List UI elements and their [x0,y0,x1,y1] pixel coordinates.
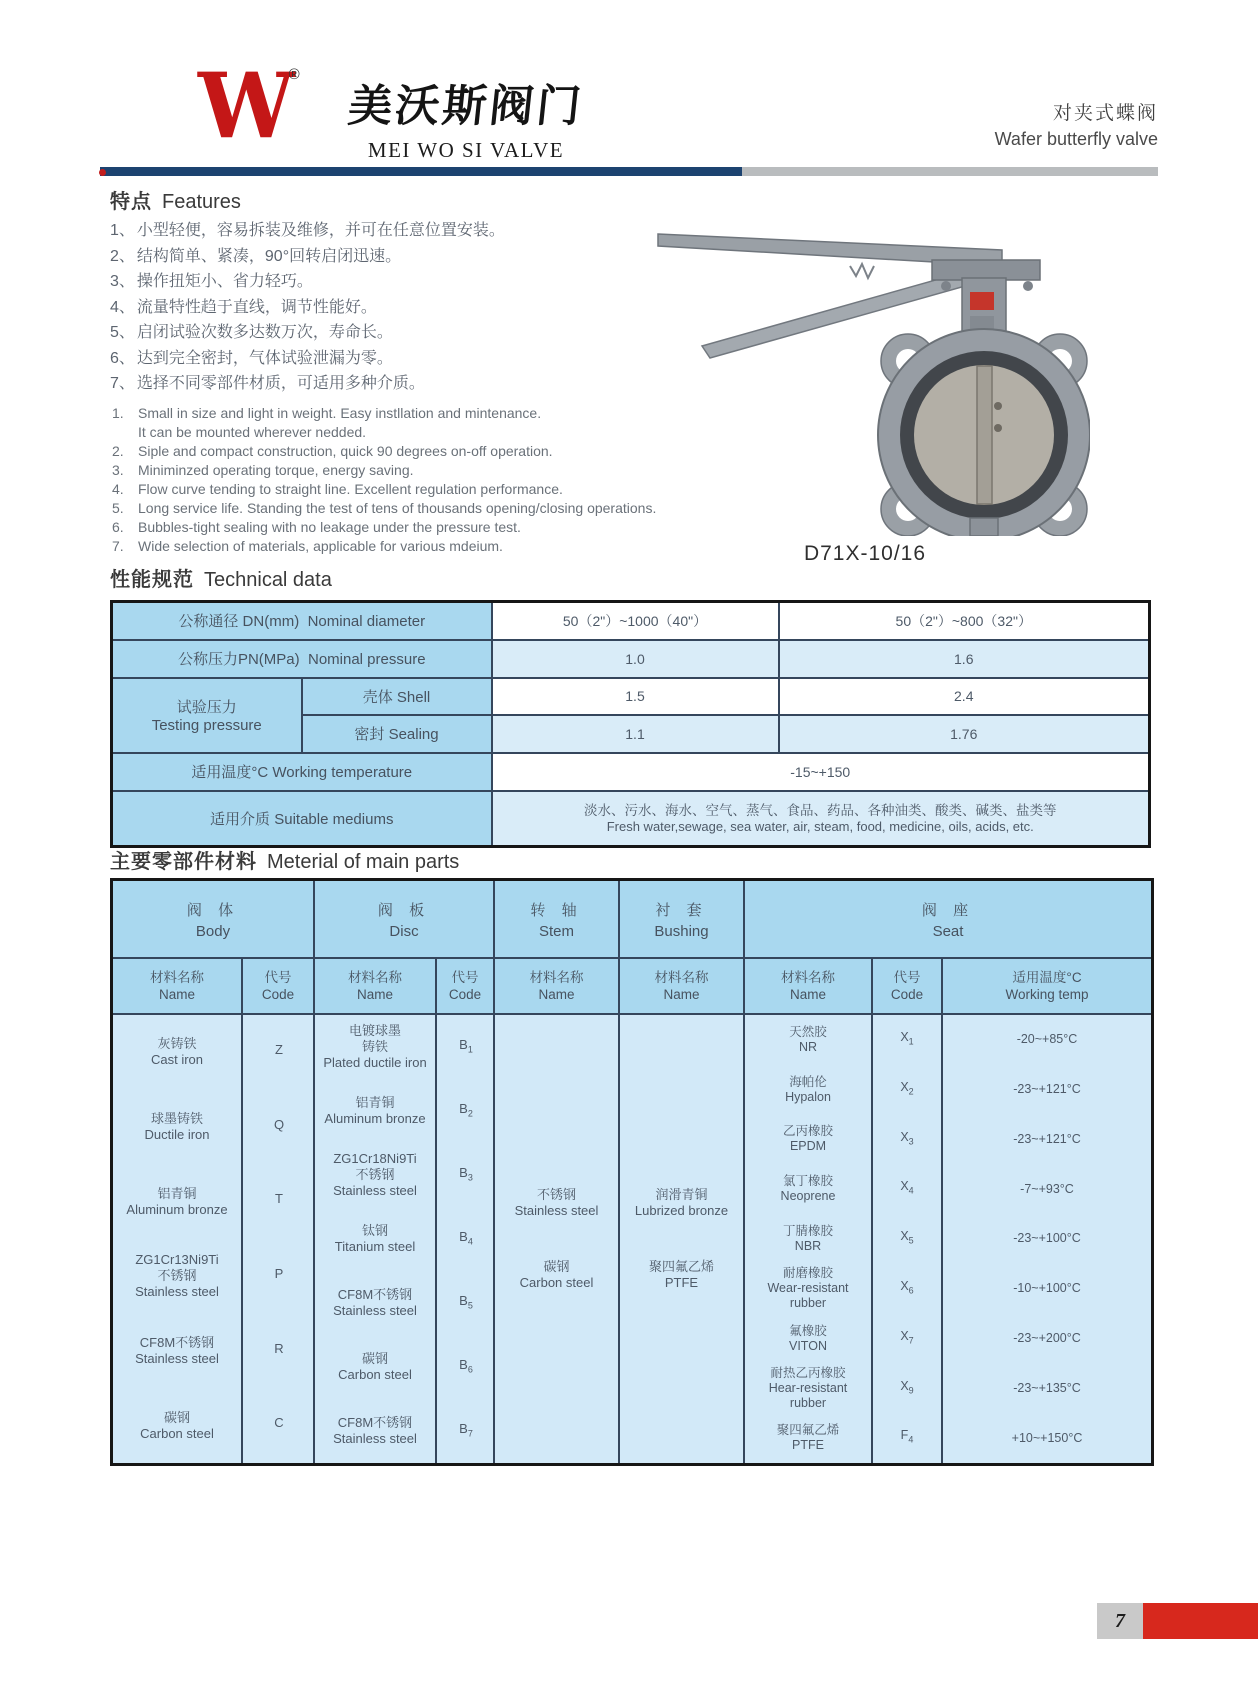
technical-data-table [110,600,1151,848]
cell-value: 1.1 [492,715,779,753]
product-title-cn: 对夹式蝶阀 [1052,103,1158,124]
disc-material-name: 钛钢 Titanium steel [315,1207,437,1271]
group-bushing: 衬 套 Bushing [620,881,745,957]
table-row [112,640,1150,678]
seat-working-temp: -23~+135°C [1013,1380,1081,1395]
seat-material-name: 氟橡胶 VITON [745,1314,873,1364]
body-material-name: 灰铸铁 Cast iron [113,1015,243,1090]
body-material-name: 球墨铸铁 Ductile iron [113,1090,243,1165]
feature-item-cn: 4、 流量特性趋于直线，调节性能好。 [110,298,377,316]
product-title-en: Wafer butterfly valve [994,129,1158,149]
disc-material-code: $B_5$ [459,1292,473,1311]
cell-value: -15~+150 [492,753,1150,791]
seat-material-name: 丁腈橡胶 NBR [745,1214,873,1264]
table-row [112,602,1150,640]
logo-w-icon: W [198,53,289,160]
materials-heading [110,845,459,874]
valve-photo [640,188,1090,536]
bushing-material-name: 润滑青铜 Lubrized bronze [634,1187,729,1218]
disc-material-name: 电镀球墨 铸铁 Plated ductile iron [315,1015,437,1079]
seat-material-code: $X_5$ [873,1214,943,1264]
subheader-name: 材料名称 Name [113,959,243,1013]
seat-material-name: 耐热乙丙橡胶 Hear-resistant rubber [745,1363,873,1413]
materials-heading-en: Meterial of main parts [267,851,460,873]
disc-material-name: 碳钢 Carbon steel [315,1335,437,1399]
feature-item-en: 7. Wide selection of materials, applicable for various mdeium. [112,538,503,554]
body-material-code: Q [273,1116,285,1132]
seat-working-temp: -23~+200°C [1013,1331,1081,1346]
group-stem: 转 轴 Stem [495,881,620,957]
stem-material-name: 不锈钢 Stainless steel [514,1187,599,1218]
seat-working-temp: -10~+100°C [1013,1281,1081,1296]
feature-item-en: 4. Flow curve tending to straight line. Excellent regulation performance. [112,481,563,497]
materials-table [110,878,1154,1466]
row-label-working-temperature: 适用温度°C Working temperature [112,753,492,791]
row-label-suitable-mediums: 适用介质 Suitable mediums [112,791,492,847]
seat-material-name: 海帕伦 Hypalon [745,1065,873,1115]
product-title [995,98,1158,150]
body-material-code: P [274,1266,284,1282]
features-heading [110,185,241,214]
header-divider-dot [99,169,106,176]
seat-material-name: 聚四氟乙烯 PTFE [745,1413,873,1463]
disc-material-code: $B_2$ [459,1100,473,1119]
cell-value: 1.0 [492,640,779,678]
seat-material-name: 乙丙橡胶 EPDM [745,1115,873,1165]
disc-material-name: 铝青铜 Aluminum bronze [315,1079,437,1143]
seat-working-temp: -7~+93°C [1020,1181,1074,1196]
body-material-code: Z [275,1042,283,1058]
row-label-sealing: 密封 Sealing [302,715,492,753]
feature-item-en: 3. Miniminzed operating torque, energy saving. [112,462,414,478]
seat-material-name: 天然胶 NR [745,1015,873,1065]
subheader-name: 材料名称 Name [745,959,873,1013]
feature-item-en: 6. Bubbles-tight sealing with no leakage under the pressure test. [112,519,521,535]
technical-heading-cn: 性能规范 [110,569,194,591]
header-divider-navy [100,167,742,176]
seat-material-name: 耐磨橡胶 Wear-resistant rubber [745,1264,873,1314]
seat-material-code: $F_4$ [873,1413,943,1463]
seat-material-name: 氯丁橡胶 Neoprene [745,1164,873,1214]
disc-material-code: $B_3$ [459,1164,473,1183]
row-label-shell: 壳体 Shell [302,678,492,715]
disc-material-name: ZG1Cr18Ni9Ti 不锈钢 Stainless steel [315,1143,437,1207]
table-row [112,791,1150,847]
registered-trademark-icon: ® [288,66,300,83]
technical-heading-en: Technical data [204,569,332,591]
features-list-cn [110,218,685,397]
butterfly-valve-illustration [640,188,1090,536]
seat-material-code: $X_3$ [873,1115,943,1165]
body-column [113,1015,313,1463]
seat-column [745,1015,1151,1463]
subheader-code: 代号 Code [437,959,495,1013]
group-seat: 阀 座 Seat [921,901,975,940]
disc-material-name: CF8M不锈钢 Stainless steel [315,1271,437,1335]
subheader-working-temp: 适用温度°C Working temp [1005,970,1089,1002]
disc-material-code: $B_7$ [459,1420,473,1439]
disc-material-name: CF8M不锈钢 Stainless steel [315,1399,437,1463]
cell-value: 1.76 [779,715,1150,753]
subheader-code: 代号 Code [243,959,315,1013]
seat-working-temp: -23~+121°C [1013,1131,1081,1146]
seat-working-temp: -23~+121°C [1013,1082,1081,1097]
table-row [112,753,1150,791]
body-material-name: 铝青铜 Aluminum bronze [113,1164,243,1239]
stem-column [495,1015,618,1463]
bushing-column [620,1015,743,1463]
disc-column [315,1015,493,1463]
header-divider-gray [742,167,1158,176]
technical-heading [110,563,332,592]
feature-item-cn: 2、 结构简单、紧凑，90°回转启闭迅速。 [110,247,402,265]
seat-material-code: $X_9$ [873,1363,943,1413]
feature-item-en: 1. Small in size and light in weight. Easy instllation and mintenance. It can be mounted wherever nedded. [112,405,542,440]
row-label-testing-pressure: 试验压力 Testing pressure [112,678,302,753]
body-material-name: 碳钢 Carbon steel [113,1388,243,1463]
brand-name-cn: 美沃斯阀门 [345,81,586,132]
feature-item-cn: 1、 小型轻便，容易拆装及维修，并可在任意位置安装。 [110,222,505,239]
subheader-code: 代号 Code [873,959,943,1013]
brand-name-en: MEI WO SI VALVE [367,138,565,162]
seat-material-code: $X_6$ [873,1264,943,1314]
feature-item-cn: 5、 启闭试验次数多达数万次，寿命长。 [110,324,393,341]
feature-item-en: 2. Siple and compact construction, quick 90 degrees on-off operation. [112,443,553,459]
body-material-code: C [274,1415,284,1431]
feature-item-cn: 3、 操作扭矩小、省力轻巧。 [110,273,313,290]
cell-value-mediums: 淡水、污水、海水、空气、蒸气、食品、药品、各种油类、酸类、碱类、盐类等 Fresh water,sewage, sea water, air, steam, food, medicine, oils, acids, etc. [492,791,1150,847]
table-row [112,678,1150,715]
feature-item-cn: 6、 达到完全密封，气体试验泄漏为零。 [110,349,393,367]
seat-material-code: $X_4$ [873,1164,943,1214]
cell-value: 2.4 [779,678,1150,715]
subheader-name: 材料名称 Name [315,959,437,1013]
materials-data-area [113,1015,1151,1463]
subheader-name: 材料名称 Name [495,959,620,1013]
feature-item-cn: 7、 选择不同零部件材质，可适用多种介质。 [110,375,425,392]
page-number: 7 [1115,1609,1125,1632]
seat-material-code: $X_7$ [873,1314,943,1364]
row-label: 公称压力PN(MPa) Nominal pressure [112,640,492,678]
feature-item-en: 5. Long service life. Standing the test of tens of thousands opening/closing operations. [112,500,657,516]
materials-group-header [113,881,1151,959]
body-material-name: CF8M不锈钢 Stainless steel [113,1314,243,1389]
seat-material-code: $X_2$ [873,1065,943,1115]
group-body: 阀 体 Body [113,881,315,957]
brand-block [336,70,596,163]
seat-working-temp: +10~+150°C [1011,1430,1083,1445]
stem-material-name: 碳钢 Carbon steel [519,1259,594,1290]
body-material-code: R [274,1340,284,1356]
materials-heading-cn: 主要零部件材料 [110,851,257,873]
disc-material-code: $B_4$ [459,1228,473,1247]
seat-working-temp: -23~+100°C [1013,1231,1081,1246]
cell-value: 1.6 [779,640,1150,678]
footer-red-tab [1143,1603,1258,1639]
materials-subheader [113,959,1151,1015]
valve-model-caption: D71X-10/16 [803,542,927,565]
row-label: 公称通径 DN(mm) Nominal diameter [112,602,492,640]
features-list-en [112,404,712,556]
seat-working-temp: -20~+85°C [1016,1032,1078,1047]
technical-table-wrap [110,600,1151,848]
bushing-material-name: 聚四氟乙烯 PTFE [648,1259,714,1290]
group-disc: 阀 板 Disc [315,881,495,957]
features-heading-cn: 特点 [110,191,152,213]
cell-value: 50（2"）~1000（40"） [492,602,779,640]
features-heading-en: Features [162,191,241,213]
cell-value: 1.5 [492,678,779,715]
disc-material-code: $B_6$ [459,1356,473,1375]
body-material-code: T [275,1191,283,1207]
cell-value: 50（2"）~800（32"） [779,602,1150,640]
disc-material-code: $B_1$ [459,1036,473,1055]
subheader-name: 材料名称 Name [620,959,745,1013]
body-material-name: ZG1Cr13Ni9Ti 不锈钢 Stainless steel [113,1239,243,1314]
company-logo [198,53,328,160]
page-number-box [1097,1603,1143,1639]
seat-material-code: $X_1$ [873,1015,943,1065]
